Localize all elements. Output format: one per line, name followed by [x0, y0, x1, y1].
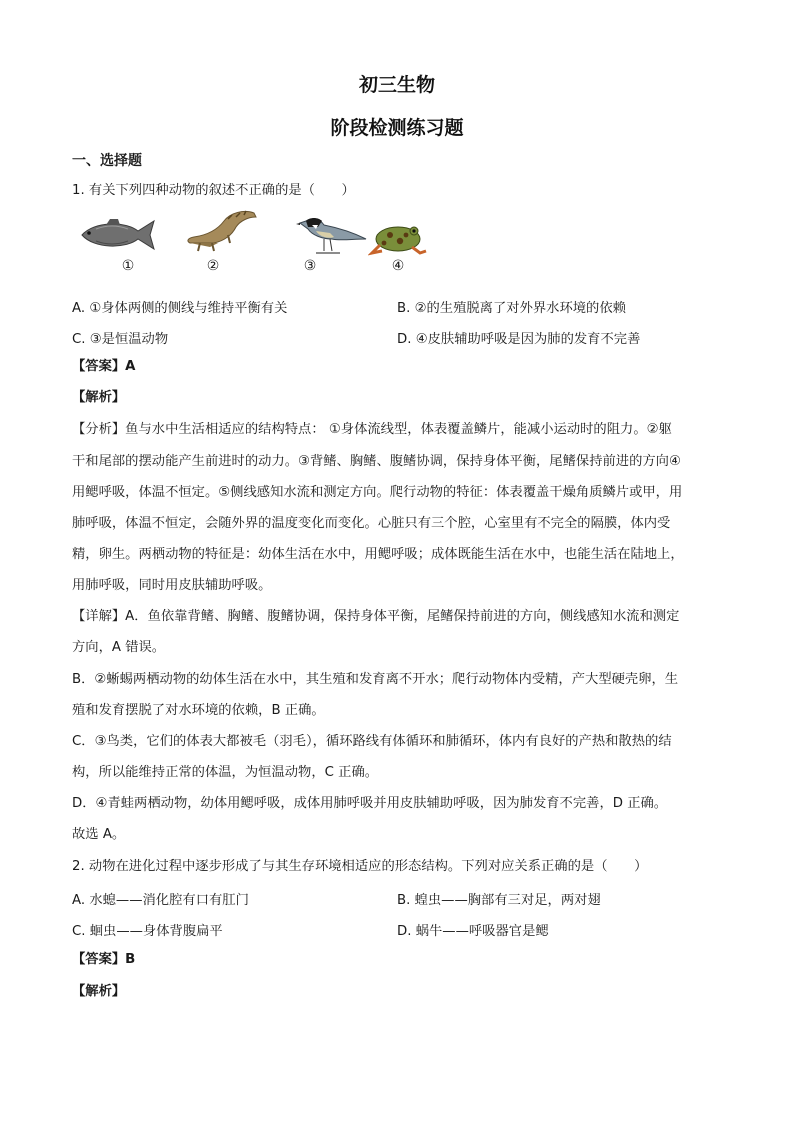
crocodile-icon: [184, 207, 262, 253]
question-1-stem: 1. 有关下列四种动物的叙述不正确的是（ ）: [72, 183, 355, 198]
analysis-line: 殖和发育摆脱了对水环境的依赖，B 正确。: [72, 703, 325, 718]
analysis-line: 用鳃呼吸，体温不恒定。⑤侧线感知水流和测定方向。爬行动物的特征：体表覆盖干燥角质鳞片或甲，用: [72, 485, 683, 500]
image-label-1: ①: [121, 258, 135, 274]
frog-icon: [368, 219, 430, 257]
analysis-line: C．③鸟类，它们的体表大都被毛（羽毛），循环路线有体循环和肺循环，体内有良好的产热和散热的结: [72, 734, 672, 749]
image-label-4: ④: [391, 258, 405, 274]
q1-answer: 【答案】A: [72, 359, 136, 374]
q1-analysis-heading: 【解析】: [72, 390, 126, 405]
analysis-line: 故选 A。: [72, 827, 126, 842]
image-label-3: ③: [303, 258, 317, 274]
analysis-line: 肺呼吸，体温不恒定，会随外界的温度变化而变化。心脏只有三个腔，心室里有不完全的隔膜，体内受: [72, 516, 671, 531]
q2-option-b: B. 蝗虫——胸部有三对足，两对翅: [397, 893, 601, 908]
analysis-line: D．④青蛙两栖动物，幼体用鳃呼吸，成体用肺呼吸并用皮肤辅助呼吸，因为肺发育不完善，D 正确。: [72, 796, 668, 811]
page-title: 初三生物: [358, 74, 435, 96]
q2-answer: 【答案】B: [72, 952, 136, 967]
fish-icon: [76, 217, 158, 253]
q2-option-c: C. 蛔虫——身体背腹扁平: [72, 924, 223, 939]
analysis-line: 干和尾部的摆动能产生前进时的动力。③背鳍、胸鳍、腹鳍协调，保持身体平衡，尾鳍保持前进的方向④: [72, 454, 681, 469]
q2-analysis-heading: 【解析】: [72, 984, 126, 999]
q2-option-a: A. 水螅——消化腔有口有肛门: [72, 893, 249, 908]
q2-option-d: D. 蜗牛——呼吸器官是鳃: [397, 924, 549, 939]
bird-icon: [294, 209, 370, 261]
page-subtitle: 阶段检测练习题: [330, 117, 464, 139]
q1-option-a: A. ①身体两侧的侧线与维持平衡有关: [72, 301, 288, 316]
analysis-line: B．②蜥蜴两栖动物的幼体生活在水中，其生殖和发育离不开水；爬行动物体内受精，产大型硬壳卵，生: [72, 672, 679, 687]
question-2-stem: 2. 动物在进化过程中逐步形成了与其生存环境相适应的形态结构。下列对应关系正确的是（ ）: [72, 859, 648, 874]
analysis-line: 用肺呼吸，同时用皮肤辅助呼吸。: [72, 578, 272, 593]
q1-option-c: C. ③是恒温动物: [72, 332, 169, 347]
q1-option-d: D. ④皮肤辅助呼吸是因为肺的发育不完善: [397, 332, 641, 347]
analysis-line: 【分析】鱼与水中生活相适应的结构特点： ①身体流线型，体表覆盖鳞片，能减小运动时的阻力。②躯: [72, 422, 672, 437]
analysis-line: 构，所以能维持正常的体温，为恒温动物，C 正确。: [72, 765, 379, 780]
analysis-line: 精，卵生。两栖动物的特征是：幼体生活在水中，用鳃呼吸；成体既能生活在水中，也能生活在陆地上，: [72, 547, 684, 562]
section-heading: 一、选择题: [72, 153, 142, 169]
image-label-2: ②: [206, 258, 220, 274]
q1-option-b: B. ②的生殖脱离了对外界水环境的依赖: [397, 301, 626, 316]
analysis-line: 方向，A 错误。: [72, 640, 166, 655]
analysis-line: 【详解】A．鱼依靠背鳍、胸鳍、腹鳍协调，保持身体平衡，尾鳍保持前进的方向，侧线感知水流和测定: [72, 609, 680, 624]
